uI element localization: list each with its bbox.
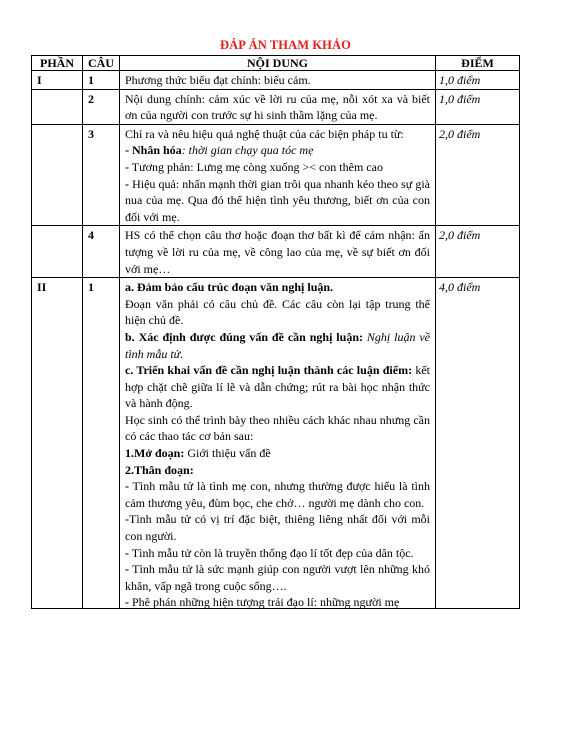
table-row	[32, 71, 520, 90]
part-cell: II	[32, 278, 83, 609]
score-cell: 1,0 điểm	[436, 71, 520, 90]
score-cell: 2,0 điểm	[436, 226, 520, 278]
content-cell: a. Đảm bảo cấu trúc đoạn văn nghị luận. Đoạn văn phải có câu chủ đề. Các câu còn lại tập trung thể hiện chủ đề. b. Xác định được đúng vấn đề cần nghị luận: Nghị luận về tình mẫu tử. c. Triển khai vấn đề cần nghị luận thành các luận điểm: kết hợp chặt chẽ giữa lí lẽ và dẫn chứng; rút ra bài học nhận thức và hành động. Học sinh có thể trình bày theo nhiều cách khác nhau nhưng cần có các thao tác cơ bản sau: 1.Mở đoạn: Giới thiệu vấn đề 2.Thân đoạn: - Tình mẫu tử là tình mẹ con, nhưng thường được hiểu là tình cảm thương yêu, đùm bọc, che chở… người mẹ dành cho con. -Tình mẫu tử có vị trí đặc biệt, thiêng liêng nhất đối với mỗi con người. - Tình mẫu tử còn là truyền thống đạo lí tốt đẹp của dân tộc. - Tình mẫu tử là sức mạnh giúp con người vượt lên những khó khăn, vấp ngã trong cuộc sống…. - Phê phán những hiện tượng trái đạo lí: những người mẹ	[120, 278, 436, 609]
list-item: -Tình mẫu tử có vị trí đặc biệt, thiêng liêng nhất đối với mỗi con người.	[125, 512, 430, 544]
question-cell: 2	[83, 89, 120, 124]
content-cell: HS có thể chọn câu thơ hoặc đoạn thơ bất kì để cảm nhận: ấn tượng về lời ru của mẹ, về công lao của mẹ, về sự biết ơn đối với mẹ…	[120, 226, 436, 278]
header-question: CÂU	[83, 56, 120, 71]
content-cell: Chỉ ra và nêu hiệu quả nghệ thuật của các biện pháp tu từ: - Nhân hóa: thời gian chạy qua tóc mẹ - Tương phản: Lưng mẹ còng xuống >< con thêm cao - Hiệu quả: nhấn mạnh thời gian trôi qua nhanh kéo theo sự già nua của mẹ. Qua đó thể hiện tình yêu thương, biết ơn của con đối với mẹ.	[120, 124, 436, 226]
list-item: - Tình mẫu tử còn là truyền thống đạo lí tốt đẹp của dân tộc.	[125, 545, 414, 560]
content-cell: Nội dung chính: cảm xúc về lời ru của mẹ, nỗi xót xa và biết ơn của người con trước sự hi sinh thầm lặng của mẹ.	[120, 89, 436, 124]
table-row	[32, 278, 520, 609]
table-row	[32, 89, 520, 124]
page-title: ĐÁP ÁN THAM KHẢO	[220, 38, 351, 52]
score-cell: 2,0 điểm	[436, 124, 520, 226]
list-item: - Tương phản: Lưng mẹ còng xuống >< con thêm cao	[125, 159, 383, 174]
header-content: NỘI DUNG	[120, 56, 436, 71]
part-cell: I	[32, 71, 83, 90]
part-cell	[32, 124, 83, 226]
table-row	[32, 124, 520, 226]
question-cell: 4	[83, 226, 120, 278]
question-cell: 1	[83, 278, 120, 609]
table-row	[32, 226, 520, 278]
part-cell	[32, 226, 83, 278]
answer-table	[31, 55, 520, 609]
score-cell: 4,0 điểm	[436, 278, 520, 609]
list-item: - Nhân hóa: thời gian chạy qua tóc mẹ	[125, 143, 314, 158]
question-cell: 3	[83, 124, 120, 226]
question-cell: 1	[83, 71, 120, 90]
table-header-row	[32, 56, 520, 71]
content-cell: Phương thức biểu đạt chính: biểu cảm.	[120, 71, 436, 90]
header-part: PHẦN	[32, 56, 83, 71]
list-item: - Tình mẫu tử là tình mẹ con, nhưng thường được hiểu là tình cảm thương yêu, đùm bọc, che chở… người mẹ dành cho con.	[125, 479, 430, 510]
header-score: ĐIỂM	[436, 56, 520, 71]
list-item: - Hiệu quả: nhấn mạnh thời gian trôi qua nhanh kéo theo sự già nua của mẹ. Qua đó thể hiện tình yêu thương, biết ơn của con đối với mẹ.	[125, 176, 430, 224]
part-cell	[32, 89, 83, 124]
list-item: - Phê phán những hiện tượng trái đạo lí: những người mẹ	[125, 595, 400, 609]
list-item: - Tình mẫu tử là sức mạnh giúp con người vượt lên những khó khăn, vấp ngã trong cuộc sống….	[125, 562, 430, 593]
score-cell: 1,0 điểm	[436, 89, 520, 124]
